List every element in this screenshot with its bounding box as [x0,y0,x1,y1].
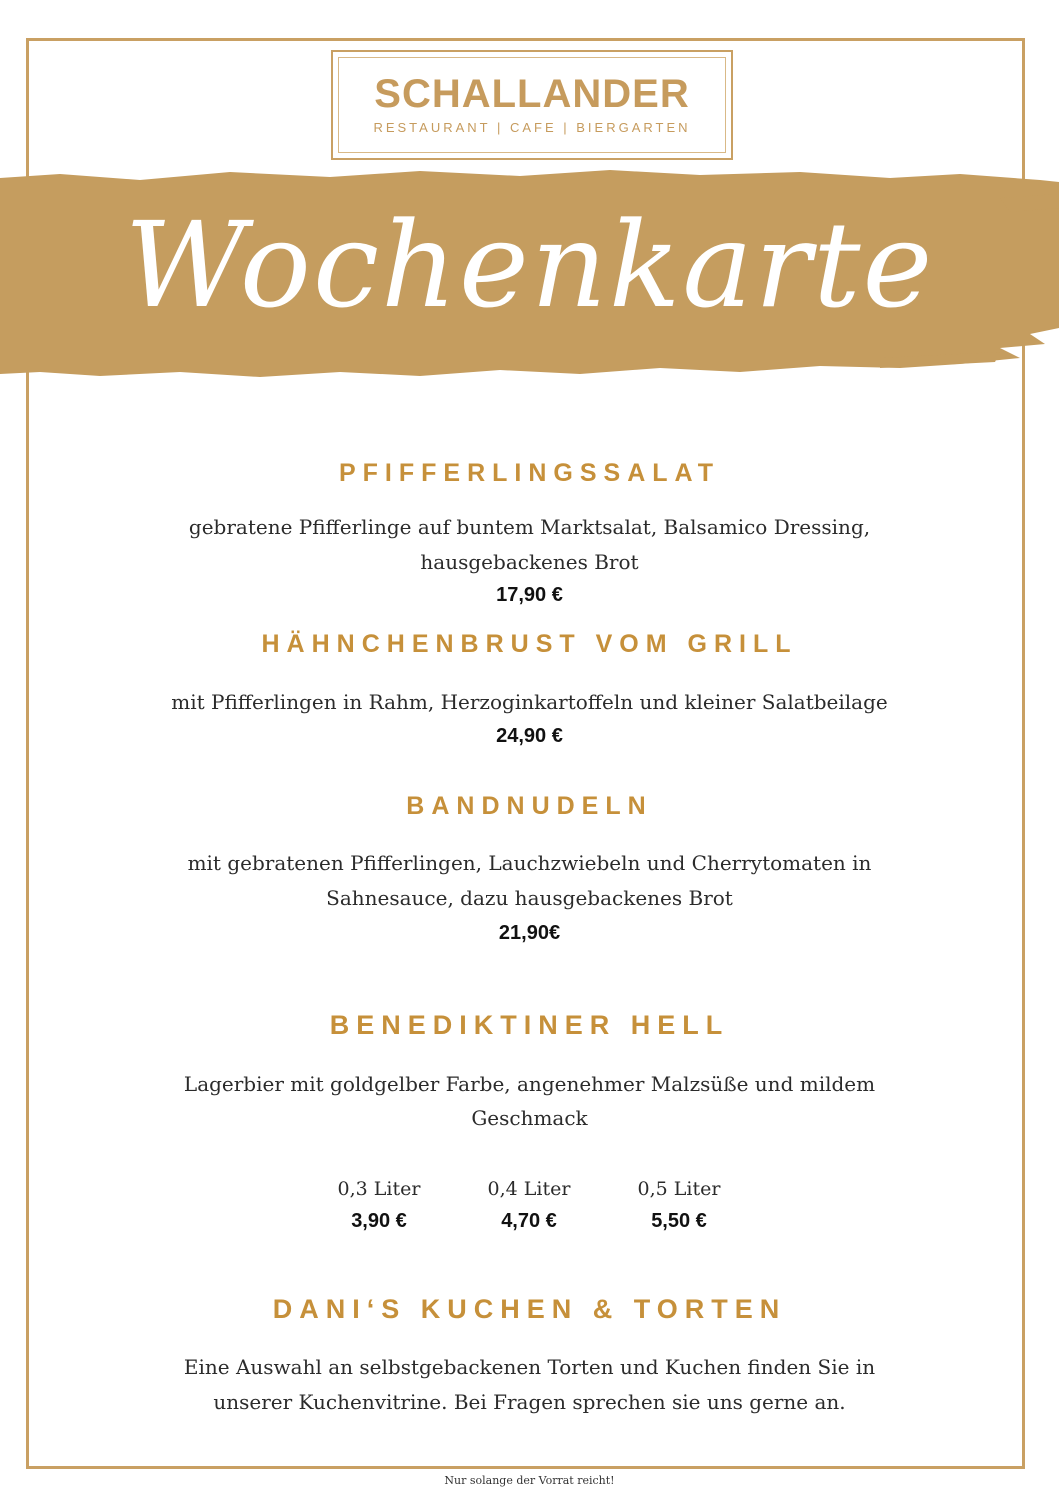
menu-item-price: 21,90€ [498,922,561,944]
beer-size-label: 0,4 Liter [487,1178,571,1200]
menu-item-description: hausgebackenes Brot [420,550,639,574]
menu-item-price: 24,90 € [496,725,563,747]
menu-item-heading: PFIFFERLINGSSALAT [338,459,721,487]
beer-size-price: 3,90 € [351,1210,407,1232]
menu-item-description: Sahnesauce, dazu hausgebackenes Brot [326,886,733,910]
logo [331,50,733,160]
beer-size-price: 4,70 € [501,1210,557,1232]
menu-item-description: mit gebratenen Pfifferlingen, Lauchzwiebeln und Cherrytomaten in [187,851,872,875]
menu-item-description: gebratene Pfifferlinge auf buntem Marktsalat, Balsamico Dressing, [188,515,871,539]
menu-item-description: mit Pfifferlingen in Rahm, Herzoginkartoffeln und kleiner Salatbeilage [171,690,888,714]
beer-description: Geschmack [471,1106,588,1130]
beer-size-price: 5,50 € [651,1210,707,1232]
menu-item-price: 17,90 € [496,584,563,606]
beer-size-option [619,1174,739,1238]
footer-note: Nur solange der Vorrat reicht! [444,1474,615,1487]
beer-size-option [319,1174,439,1238]
beer-size-option [469,1174,589,1238]
beer-heading: BENEDIKTINER HELL [329,1010,730,1040]
beer-description: Lagerbier mit goldgelber Farbe, angenehmer Malzsüße und mildem [183,1072,876,1096]
logo-name: SCHALLANDER [374,72,690,116]
menu-item-heading: HÄHNCHENBRUST VOM GRILL [261,630,798,658]
menu-item-heading: BANDNUDELN [406,792,653,820]
banner-title: Wochenkarte [124,196,935,334]
beer-size-label: 0,3 Liter [337,1178,421,1200]
beer-size-label: 0,5 Liter [637,1178,721,1200]
logo-tagline: RESTAURANT | CAFE | BIERGARTEN [373,120,691,135]
cakes-description: Eine Auswahl an selbstgebackenen Torten und Kuchen finden Sie in [183,1355,876,1379]
title-banner [0,168,1059,383]
cakes-description: unserer Kuchenvitrine. Bei Fragen sprechen sie uns gerne an. [213,1390,846,1414]
cakes-heading: DANI‘S KUCHEN & TORTEN [272,1294,787,1324]
